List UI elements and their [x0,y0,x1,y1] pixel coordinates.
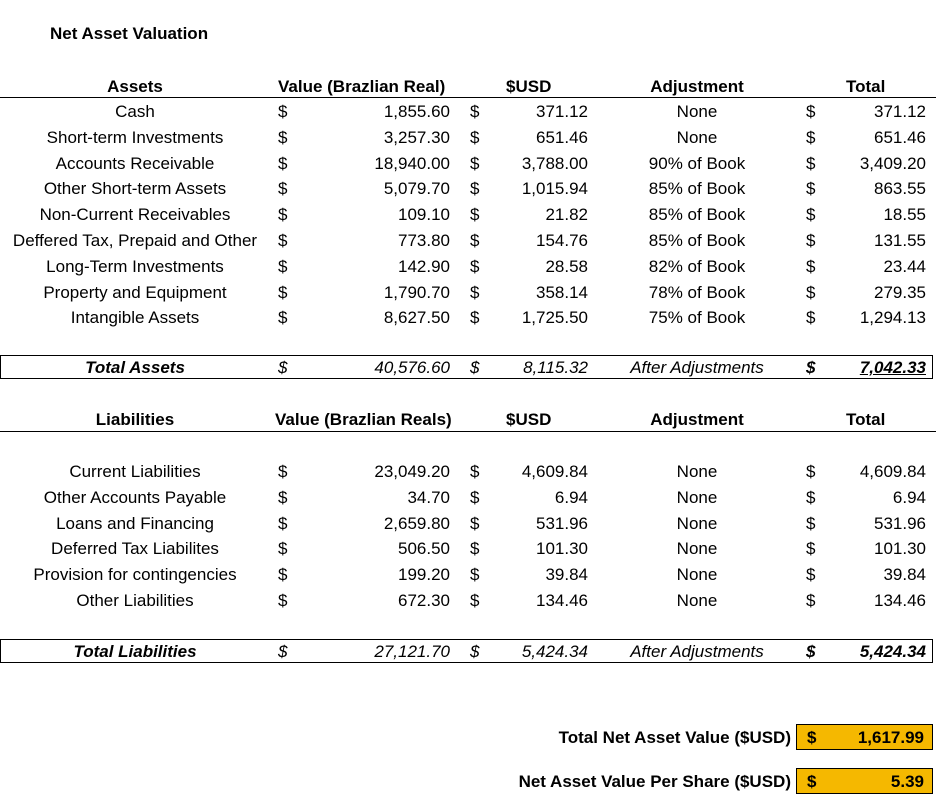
liability-row [0,511,936,537]
liabilities-header-label: Liabilities [95,410,175,429]
asset-row-total: 1,294.13 [859,308,926,328]
asset-row-adjustment: 75% of Book [648,308,746,328]
asset-row-total: 23.44 [883,256,926,276]
liabilities-total-usd: 5,424.34 [521,642,588,661]
asset-row-usd: 651.46 [536,127,588,147]
asset-row [0,202,936,228]
asset-row-usd: 358.14 [536,282,588,302]
asset-row-adjustment: None [676,127,718,147]
asset-row-label: Other Short-term Assets [43,179,227,199]
liabilities-total-brl-dollar: $ [278,642,288,661]
asset-row [0,228,936,254]
liability-row-adjustment: None [676,487,718,507]
asset-row-usd: 3,788.00 [521,153,588,173]
liability-row-total: 39.84 [883,565,926,585]
assets-total-brl: 40,576.60 [374,358,450,377]
asset-row-brl-dollar: $ [278,256,288,276]
liability-row-adjustment: None [676,591,718,610]
assets-header-label: Assets [107,77,163,96]
asset-row-brl: 142.90 [398,256,450,276]
asset-row-usd: 28.58 [545,256,588,276]
asset-row-usd-dollar: $ [470,102,480,121]
liabilities-header-row [0,407,936,433]
asset-row-total-dollar: $ [806,205,816,225]
asset-row-total-dollar: $ [806,308,816,328]
asset-row-usd-dollar: $ [470,231,480,250]
liability-row-brl: 199.20 [398,565,450,585]
liabilities-total-row [0,639,936,665]
asset-row-brl-dollar: $ [278,282,288,302]
liability-row-brl-dollar: $ [278,513,288,533]
nav-per-share-dollar: $ [807,772,817,791]
nav-per-share-cell [796,768,933,794]
assets-header-adjustment: Adjustment [650,77,744,96]
liabilities-header-total: Total [846,410,886,429]
liability-row-label: Loans and Financing [56,513,214,533]
liability-row-usd: 101.30 [536,539,588,559]
asset-row [0,125,936,151]
liability-row-brl: 506.50 [398,539,450,559]
liabilities-header-brl: Value (Brazlian Reals) [275,410,452,429]
asset-row-brl: 1,790.70 [383,282,450,302]
asset-row-total: 3,409.20 [859,153,926,173]
asset-row [0,176,936,202]
total-nav-dollar: $ [807,728,817,747]
assets-header-usd: $USD [506,77,552,96]
liability-row-brl-dollar: $ [278,565,288,585]
assets-header-brl: Value (Brazlian Real) [278,77,446,96]
liability-row-label: Current Liabilities [69,462,201,481]
asset-row-total-dollar: $ [806,179,816,199]
asset-row-label: Accounts Receivable [55,153,215,173]
asset-row-brl-dollar: $ [278,231,288,250]
page-title: Net Asset Valuation [50,24,209,43]
liability-row-brl: 2,659.80 [383,513,450,533]
liability-row-adjustment: None [676,462,718,481]
assets-total-usd-dollar: $ [470,358,480,377]
asset-row-usd-dollar: $ [470,205,480,225]
asset-row-label: Deffered Tax, Prepaid and Other [12,231,258,250]
asset-row-usd-dollar: $ [470,282,480,302]
asset-row-total-dollar: $ [806,127,816,147]
liability-row-total: 134.46 [874,591,926,610]
liability-row-brl: 34.70 [407,487,450,507]
assets-total-usd: 8,115.32 [523,358,588,377]
liability-row-total-dollar: $ [806,462,816,481]
liability-row-total-dollar: $ [806,487,816,507]
liability-row-usd: 6.94 [554,487,588,507]
asset-row-label: Long-Term Investments [46,256,224,276]
liability-row-brl: 672.30 [398,591,450,610]
asset-row-usd: 371.12 [536,102,588,121]
liabilities-total-label: Total Liabilities [73,642,197,661]
asset-row-total: 371.12 [874,102,926,121]
asset-row-label: Cash [115,102,155,121]
liabilities-total-dollar: $ [806,642,816,661]
asset-row-brl: 1,855.60 [383,102,450,121]
liability-row-brl-dollar: $ [278,591,288,610]
total-nav-label: Total Net Asset Value ($USD) [558,728,791,747]
assets-header-divider [0,97,936,98]
liability-row-brl: 23,049.20 [374,462,450,481]
asset-row-usd-dollar: $ [470,153,480,173]
nav-per-share-label: Net Asset Value Per Share ($USD) [518,772,791,791]
asset-row-total-dollar: $ [806,256,816,276]
asset-row-brl-dollar: $ [278,205,288,225]
asset-row-brl: 8,627.50 [383,308,450,328]
assets-total-value: 7,042.33 [859,358,926,377]
asset-row-total-dollar: $ [806,282,816,302]
liability-row-total: 531.96 [874,513,926,533]
liability-row-usd-dollar: $ [470,539,480,559]
asset-row [0,280,936,306]
asset-row-adjustment: 85% of Book [648,231,746,250]
asset-row-total: 18.55 [883,205,926,225]
liability-row-total: 101.30 [874,539,926,559]
asset-row-total: 279.35 [874,282,926,302]
asset-row-brl: 109.10 [398,205,450,225]
liability-row-usd-dollar: $ [470,591,480,610]
asset-row-brl: 18,940.00 [374,153,450,173]
liability-row-usd: 134.46 [536,591,588,610]
asset-row [0,305,936,331]
asset-row-usd-dollar: $ [470,179,480,199]
assets-total-label: Total Assets [85,358,185,377]
liabilities-header-adjustment: Adjustment [650,410,744,429]
asset-row-brl: 5,079.70 [383,179,450,199]
liability-row [0,485,936,511]
liability-row [0,459,936,485]
liability-row-adjustment: None [676,539,718,559]
total-nav-value: 1,617.99 [857,728,924,747]
assets-total-dollar: $ [806,358,816,377]
asset-row-label: Property and Equipment [43,282,227,302]
liability-row-total-dollar: $ [806,513,816,533]
asset-row-adjustment: 85% of Book [648,205,746,225]
assets-total-row [0,355,936,381]
asset-row-total-dollar: $ [806,102,816,121]
liabilities-header-divider [0,431,936,432]
liability-row-total-dollar: $ [806,565,816,585]
assets-total-adjustment: After Adjustments [630,358,764,377]
total-nav-cell [796,724,933,750]
liabilities-total-brl: 27,121.70 [374,642,450,661]
asset-row-total: 131.55 [874,231,926,250]
asset-row-adjustment: 78% of Book [648,282,746,302]
asset-row-brl-dollar: $ [278,308,288,328]
asset-row [0,151,936,177]
liability-row-usd: 39.84 [545,565,588,585]
asset-row-total-dollar: $ [806,231,816,250]
liability-row-label: Deferred Tax Liabilites [51,539,219,559]
asset-row-usd-dollar: $ [470,256,480,276]
asset-row-total: 651.46 [874,127,926,147]
liability-row-usd: 531.96 [536,513,588,533]
liability-row-adjustment: None [676,513,718,533]
asset-row-usd: 154.76 [536,231,588,250]
asset-row-usd: 1,015.94 [521,179,588,199]
liability-row-usd: 4,609.84 [521,462,588,481]
nav-per-share-value: 5.39 [890,772,924,791]
liability-row-total: 6.94 [892,487,926,507]
liability-row-label: Other Liabilities [76,591,194,610]
asset-row-adjustment: 82% of Book [648,256,746,276]
asset-row-brl-dollar: $ [278,179,288,199]
asset-row [0,254,936,280]
liability-row-usd-dollar: $ [470,513,480,533]
asset-row-usd-dollar: $ [470,308,480,328]
liability-row-total-dollar: $ [806,539,816,559]
asset-row-brl-dollar: $ [278,153,288,173]
asset-row-brl-dollar: $ [278,127,288,147]
asset-row-total-dollar: $ [806,153,816,173]
liability-row-usd-dollar: $ [470,487,480,507]
asset-row-brl: 3,257.30 [383,127,450,147]
liability-row-usd-dollar: $ [470,462,480,481]
asset-row-label: Short-term Investments [46,127,224,147]
asset-row-adjustment: None [676,102,718,121]
liability-row-usd-dollar: $ [470,565,480,585]
asset-row-adjustment: 90% of Book [648,153,746,173]
assets-header-total: Total [846,77,886,96]
liability-row-total-dollar: $ [806,591,816,610]
liability-row-label: Provision for contingencies [33,565,237,585]
liability-row-adjustment: None [676,565,718,585]
asset-row-usd: 1,725.50 [521,308,588,328]
liabilities-header-usd: $USD [506,410,552,429]
asset-row-total: 863.55 [874,179,926,199]
liability-row [0,536,936,562]
assets-total-brl-dollar: $ [278,358,288,377]
liabilities-total-value: 5,424.34 [859,642,926,661]
liability-row-brl-dollar: $ [278,487,288,507]
asset-row-usd-dollar: $ [470,127,480,147]
asset-row-brl: 773.80 [398,231,450,250]
liability-row [0,562,936,588]
asset-row-adjustment: 85% of Book [648,179,746,199]
liability-row-brl-dollar: $ [278,539,288,559]
asset-row-label: Non-Current Receivables [39,205,231,225]
liabilities-total-adjustment: After Adjustments [630,642,764,661]
asset-row [0,99,936,125]
liability-row-brl-dollar: $ [278,462,288,481]
liability-row-total: 4,609.84 [859,462,926,481]
liability-row-label: Other Accounts Payable [43,487,227,507]
liability-row [0,588,936,614]
asset-row-usd: 21.82 [545,205,588,225]
asset-row-brl-dollar: $ [278,102,288,121]
asset-row-label: Intangible Assets [70,308,200,328]
liabilities-total-usd-dollar: $ [470,642,480,661]
